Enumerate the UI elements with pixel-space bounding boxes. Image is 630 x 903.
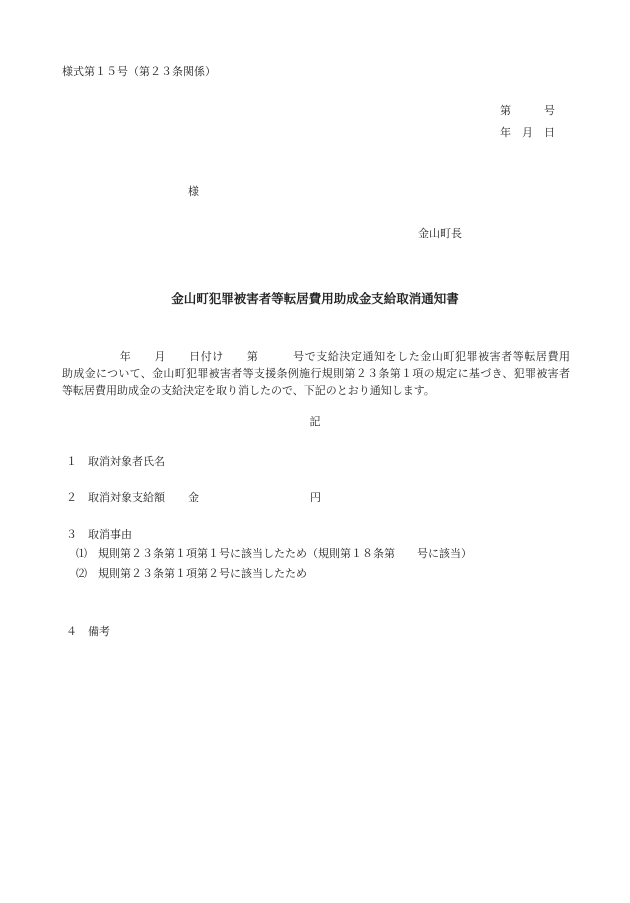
item-2-label: ２ 取消対象支給額 bbox=[66, 491, 165, 504]
addressee-suffix: 様 bbox=[188, 185, 199, 198]
sender-name: 金山町長 bbox=[418, 227, 462, 240]
item-3-reason-2: ⑵ 規則第２３条第１項第２号に該当したため bbox=[76, 567, 307, 580]
item-3-reason-1: ⑴ 規則第２３条第１項第１号に該当したため（規則第１８条第 号に該当） bbox=[76, 547, 472, 560]
form-label: 様式第１５号（第２３条関係） bbox=[62, 65, 216, 78]
item-2-yen: 円 bbox=[310, 491, 321, 504]
ki-heading: 記 bbox=[309, 415, 321, 428]
body-line-2: 助成金について、金山町犯罪被害者等支援条例施行規則第２３条第１項の規定に基づき、犯罪被害者 bbox=[62, 367, 570, 380]
item-1: １ 取消対象者氏名 bbox=[66, 455, 165, 468]
body-line-3: 等転居費用助成金の支給決定を取り消したので、下記のとおり通知します。 bbox=[62, 384, 435, 397]
item-3: ３ 取消事由 bbox=[66, 528, 132, 541]
issue-date: 年 月 日 bbox=[500, 126, 555, 139]
document-title: 金山町犯罪被害者等転居費用助成金支給取消通知書 bbox=[171, 291, 459, 306]
item-2-kin: 金 bbox=[188, 491, 199, 504]
body-line-1: 年 月 日付け 第 号で支給決定通知をした金山町犯罪被害者等転居費用 bbox=[62, 350, 570, 363]
item-4: ４ 備考 bbox=[66, 625, 110, 638]
document-number: 第 号 bbox=[500, 104, 555, 117]
